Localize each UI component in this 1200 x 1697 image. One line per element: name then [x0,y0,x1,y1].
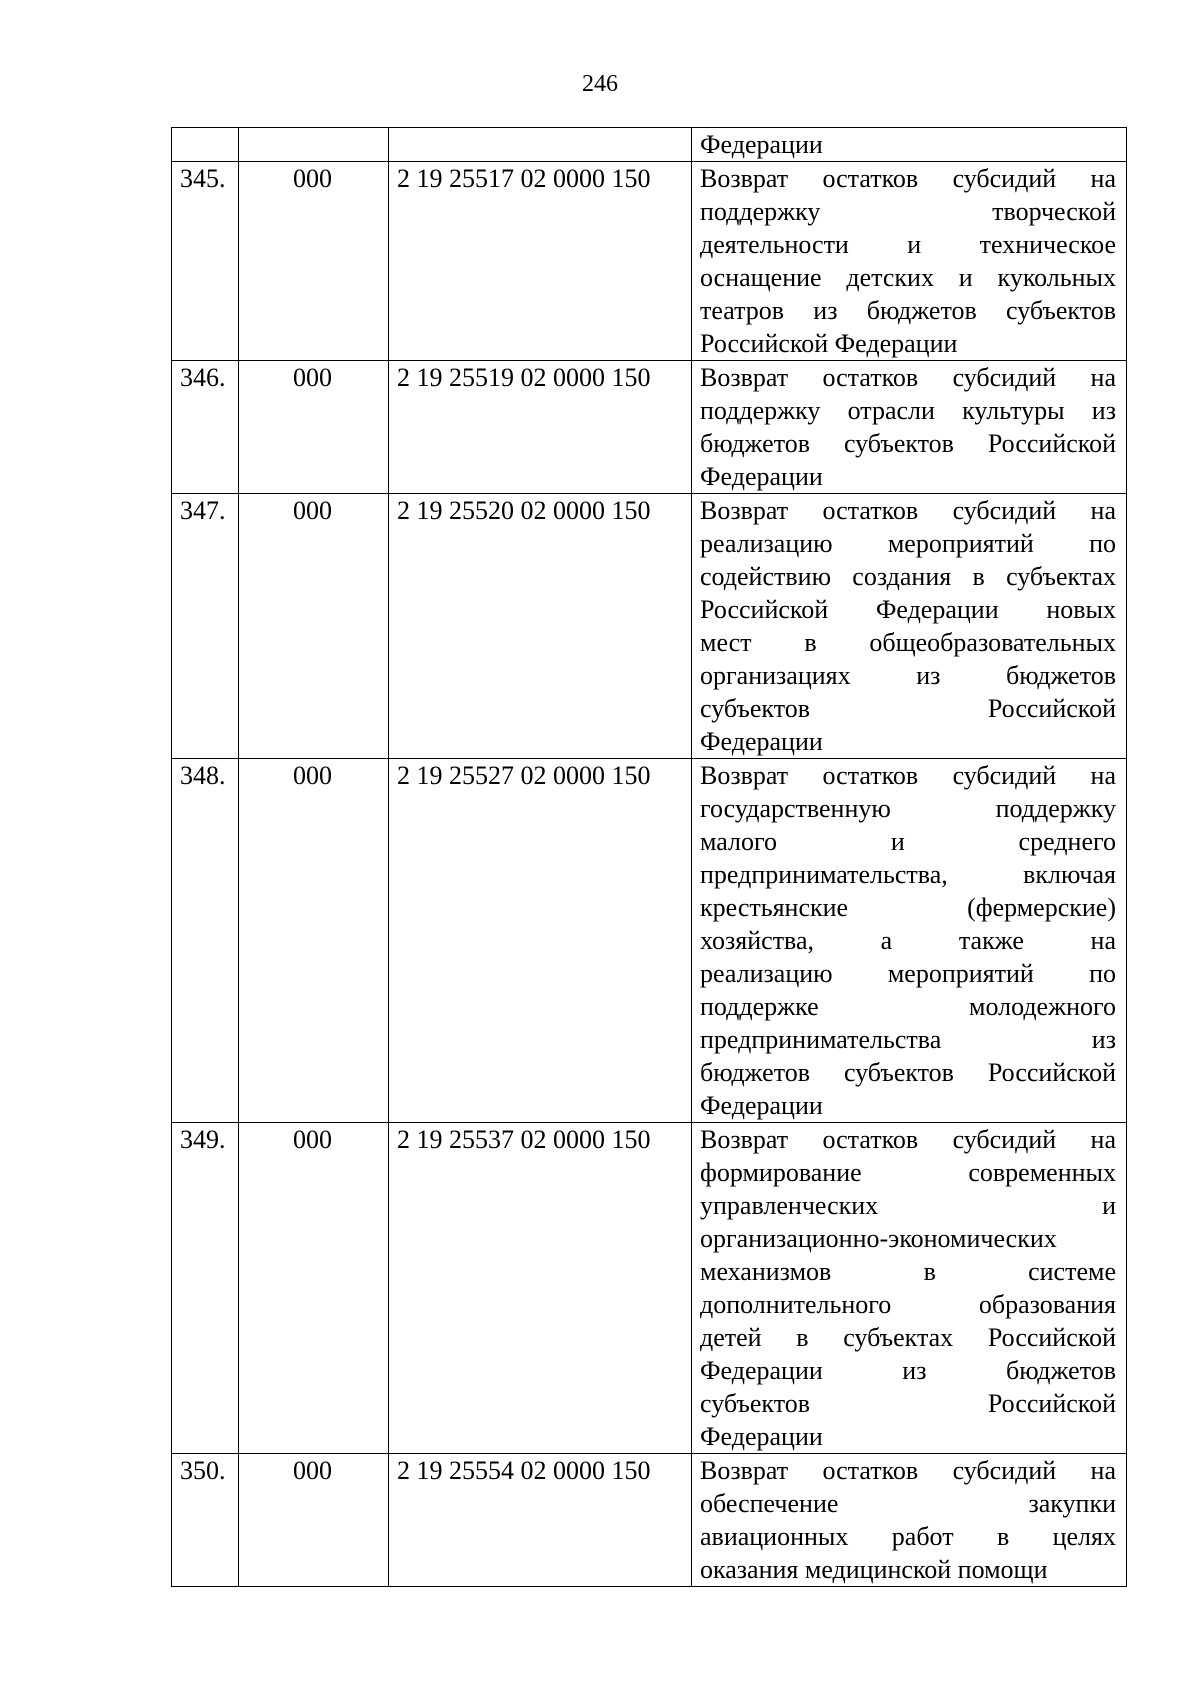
budget-code-cell: 2 19 25520 02 0000 150 [389,494,692,759]
description-cell [692,759,1127,1123]
description-cell [692,162,1127,361]
row-number-cell: 350. [172,1454,239,1587]
table-row [172,759,1127,1123]
description-line: крестьянские (фермерские) [700,893,1116,922]
description-line: управленческих и [700,1191,1116,1220]
description-line: Возврат остатков субсидий на [700,496,1116,525]
description-line: Российской Федерации новых [700,595,1116,624]
description-line: Возврат остатков субсидий на [700,761,1116,790]
description-line: театров из бюджетов субъектов [700,296,1116,325]
admin-code-cell: 000 [239,162,389,361]
description-line: Федерации [700,1422,823,1451]
admin-code-cell [239,128,389,162]
description-line: субъектов Российской [700,694,1116,723]
description-line: организационно-экономических [700,1224,1057,1253]
budget-code-cell: 2 19 25517 02 0000 150 [389,162,692,361]
admin-code-cell: 000 [239,759,389,1123]
description-line: Федерации [700,130,823,159]
budget-code-table [171,127,1127,1587]
description-line: реализацию мероприятий по [700,959,1116,988]
budget-code-cell: 2 19 25519 02 0000 150 [389,361,692,494]
description-line: Возврат остатков субсидий на [700,1456,1116,1485]
description-line: предпринимательства, включая [700,860,1116,889]
row-number-cell: 348. [172,759,239,1123]
description-line: организациях из бюджетов [700,661,1116,690]
description-line: Федерации [700,727,823,756]
description-line: Федерации [700,462,823,491]
description-cell [692,1123,1127,1454]
row-number-cell [172,128,239,162]
page-number: 246 [582,71,618,97]
description-cell [692,361,1127,494]
budget-code-cell: 2 19 25554 02 0000 150 [389,1454,692,1587]
description-line: детей в субъектах Российской [700,1323,1116,1352]
table-row [172,1123,1127,1454]
description-line: поддержку отрасли культуры из [700,396,1116,425]
table-row [172,1454,1127,1587]
row-number-cell: 347. [172,494,239,759]
admin-code-cell: 000 [239,361,389,494]
table-row [172,128,1127,162]
description-line: дополнительного образования [700,1290,1116,1319]
description-line: содействию создания в субъектах [700,562,1116,591]
admin-code-cell: 000 [239,494,389,759]
row-number-cell: 345. [172,162,239,361]
row-number-cell: 349. [172,1123,239,1454]
admin-code-cell: 000 [239,1454,389,1587]
description-line: мест в общеобразовательных [700,628,1116,657]
description-line: бюджетов субъектов Российской [700,1058,1116,1087]
table-row [172,162,1127,361]
description-line: Возврат остатков субсидий на [700,1125,1116,1154]
description-line: предпринимательства из [700,1025,1116,1054]
description-line: авиационных работ в целях [700,1522,1116,1551]
description-line: Федерации [700,1091,823,1120]
description-line: поддержку творческой [700,197,1116,226]
description-line: формирование современных [700,1158,1116,1187]
description-line: государственную поддержку [700,794,1116,823]
description-line: механизмов в системе [700,1257,1116,1286]
description-line: оказания медицинской помощи [700,1555,1048,1584]
description-line: Российской Федерации [700,329,958,358]
admin-code-cell: 000 [239,1123,389,1454]
description-line: субъектов Российской [700,1389,1116,1418]
description-line: Федерации из бюджетов [700,1356,1116,1385]
description-line: обеспечение закупки [700,1489,1116,1518]
description-line: хозяйства, а также на [700,926,1116,955]
description-line: реализацию мероприятий по [700,529,1116,558]
description-cell [692,494,1127,759]
row-number-cell: 346. [172,361,239,494]
table-row [172,361,1127,494]
description-cell [692,128,1127,162]
table-row [172,494,1127,759]
description-line: малого и среднего [700,827,1116,856]
description-line: оснащение детских и кукольных [700,263,1116,292]
description-line: Возврат остатков субсидий на [700,164,1116,193]
description-cell [692,1454,1127,1587]
budget-code-cell [389,128,692,162]
table-body [172,128,1127,1587]
description-line: бюджетов субъектов Российской [700,429,1116,458]
description-line: поддержке молодежного [700,992,1116,1021]
description-line: деятельности и техническое [700,230,1116,259]
budget-code-cell: 2 19 25537 02 0000 150 [389,1123,692,1454]
description-line: Возврат остатков субсидий на [700,363,1116,392]
budget-code-cell: 2 19 25527 02 0000 150 [389,759,692,1123]
